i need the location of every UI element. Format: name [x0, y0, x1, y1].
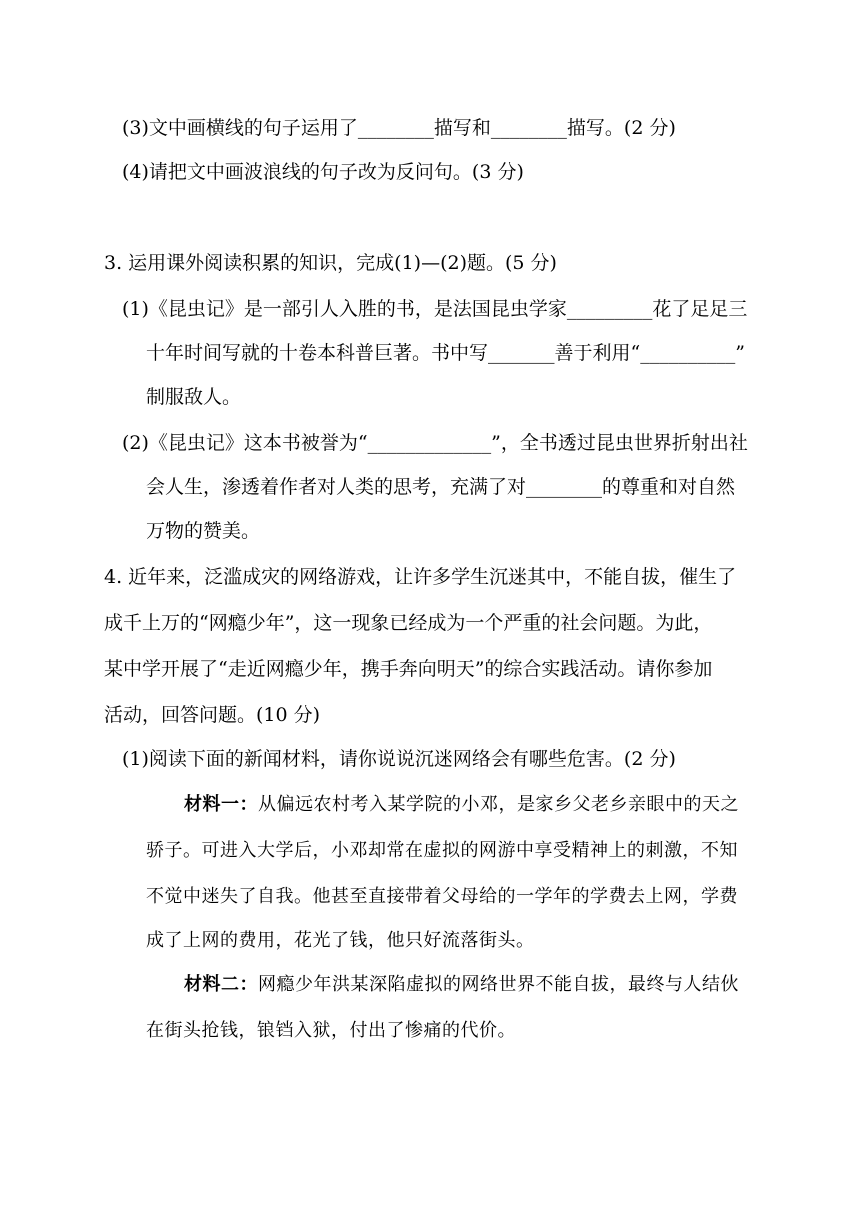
material-2-text1: 网瘾少年洪某深陷虚拟的网络世界不能自拔，最终与人结伙: [258, 974, 739, 995]
question-4-line2: 成千上万的“网瘾少年”，这一现象已经成为一个严重的社会问题。为此，: [104, 612, 713, 634]
material-1-line4: 成了上网的费用，花光了钱，他只好流落街头。: [146, 930, 535, 951]
question-4-1: (1)阅读下面的新闻材料，请你说说沉迷网络会有哪些危害。(2 分): [122, 748, 676, 770]
question-3-title: 3. 运用课外阅读积累的知识，完成(1)—(2)题。(5 分): [104, 252, 557, 274]
material-2-line2: 在街头抢钱，锒铛入狱，付出了惨痛的代价。: [146, 1020, 516, 1041]
question-3-2-line1: (2)《昆虫记》这本书被誉为“_____________”，全书透过昆虫世界折射出社: [122, 432, 748, 454]
material-2-label: 材料二：: [184, 974, 258, 995]
material-1-label: 材料一：: [184, 794, 258, 815]
question-3-3: (3)文中画横线的句子运用了________描写和________描写。(2 分): [122, 117, 676, 139]
material-1-line1: [184, 792, 739, 818]
question-4-line1: 4. 近年来，泛滥成灾的网络游戏，让许多学生沉迷其中，不能自拔，催生了: [104, 566, 737, 588]
material-1-text1: 从偏远农村考入某学院的小邓，是家乡父老乡亲眼中的天之: [258, 794, 739, 815]
question-3-2-line2: 会人生，渗透着作者对人类的思考，充满了对________的尊重和对自然: [146, 476, 736, 498]
material-2-line1: [184, 972, 739, 998]
question-4-line3: 某中学开展了“走近网瘾少年，携手奔向明天”的综合实践活动。请你参加: [104, 658, 713, 680]
material-1-line3: 不觉中迷失了自我。他甚至直接带着父母给的一学年的学费去上网，学费: [146, 886, 738, 907]
question-3-1-line1: (1)《昆虫记》是一部引人入胜的书，是法国昆虫学家_________花了足足三: [122, 298, 748, 320]
question-3-2-line3: 万物的赞美。: [146, 520, 261, 542]
material-1-line2: 骄子。可进入大学后，小邓却常在虚拟的网游中享受精神上的刺激，不知: [146, 840, 738, 861]
question-3-1-line2: 十年时间写就的十卷本科普巨著。书中写_______善于利用“__________”: [146, 342, 745, 364]
question-3-4: (4)请把文中画波浪线的句子改为反问句。(3 分): [122, 161, 524, 183]
question-3-1-line3: 制服敌人。: [146, 386, 242, 408]
question-4-line4: 活动，回答问题。(10 分): [104, 704, 321, 726]
